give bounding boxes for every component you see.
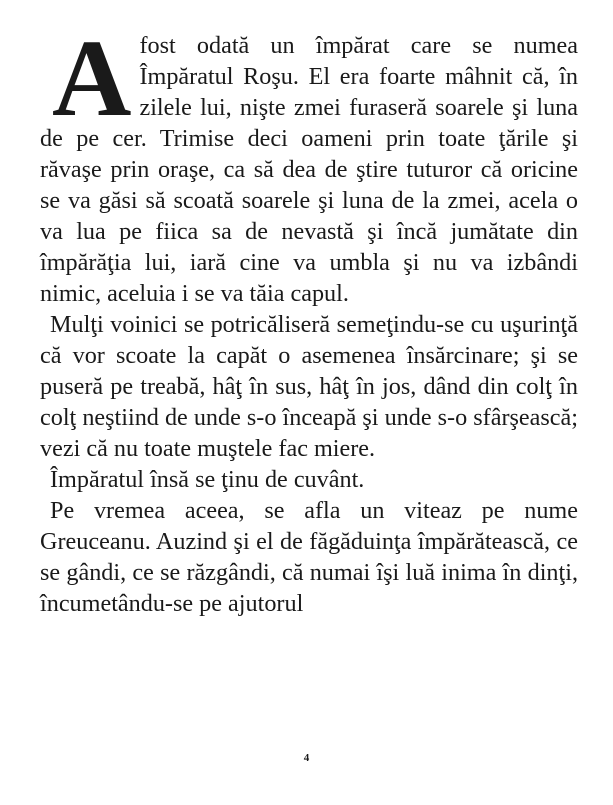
paragraph-4: Pe vremea aceea, se afla un viteaz pe nume Greuceanu. Auzind şi el de făgăduinţa împărătească, ce se gândi, ce se răzgândi, că numai îşi luă inima în dinţi, încumetându-se pe ajutorul (40, 497, 578, 617)
paragraph-1 (40, 17, 578, 309)
page-body (40, 17, 578, 619)
paragraph-3: Împăratul însă se ţinu de cuvânt. (50, 466, 365, 493)
paragraph-2: Mulţi voinici se potricăliseră semeţindu-se cu uşurinţă că vor scoate la capăt o asemenea însărcinare; şi se puseră pe treabă, hâţ în sus, hâţ în jos, dând din colţ în colţ neştiind de unde s-o înceapă şi unde s-o sfârşească; vezi că nu toate muştele fac miere. (40, 311, 578, 462)
page-number: 4 (303, 752, 310, 764)
paragraph-1-text: fost odată un împărat care se numea Împăratul Roşu. El era foarte mâhnit că, în zilele lui, nişte zmei furaseră soarele şi luna de pe cer. Trimise deci oameni prin toate ţările şi răvaşe prin oraşe, ca să dea de ştire tuturor că oricine se va găsi să scoată soarele şi luna de la zmei, acela o va lua pe fiica sa de nevastă şi încă jumătate din împărăţia lui, iară cine va umbla şi nu va izbândi nimic, aceluia i se va tăia capul. (40, 32, 578, 307)
drop-cap: A (52, 17, 132, 139)
